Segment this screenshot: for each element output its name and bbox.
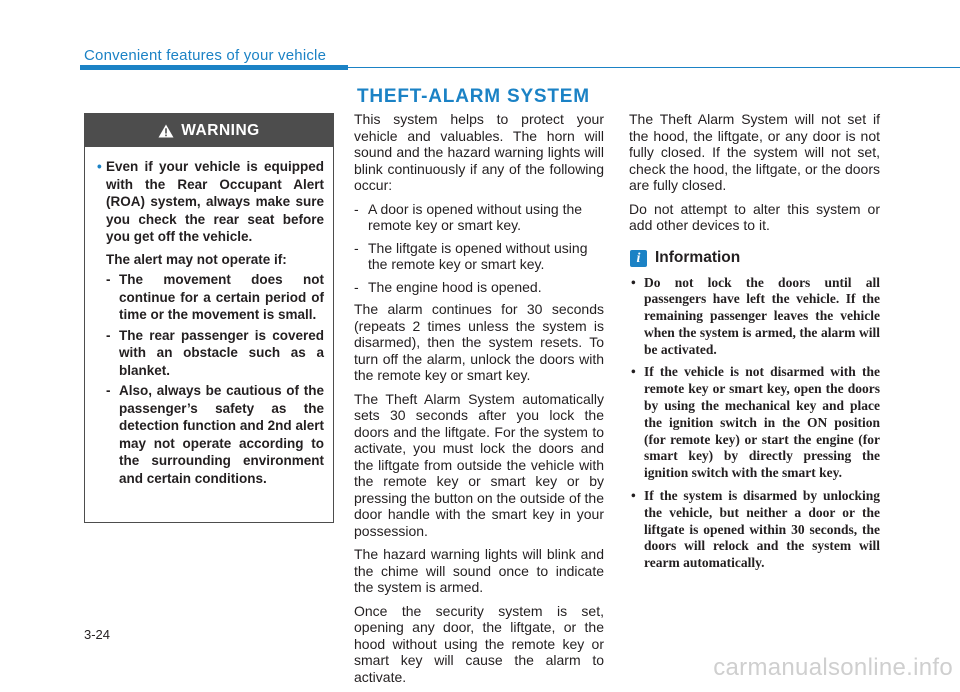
right-column	[629, 111, 880, 578]
header-rule	[80, 65, 348, 70]
warning-item: - The movement does not continue for a certain period of time or the movement is small.	[106, 272, 324, 322]
trigger-text: The liftgate is opened without using the remote key or smart key.	[368, 239, 588, 272]
warning-item-text: The movement does not continue for a certain period of time or the movement is small.	[119, 272, 324, 322]
header-rule-thin	[348, 67, 960, 68]
warning-triangle-icon	[158, 124, 174, 138]
warning-item-text: Also, always be cautious of the passenger’s safety as the detection function and 2nd alert may not operate according to the surrounding environment and certain conditions.	[119, 383, 324, 486]
information-item: • If the system is disarmed by unlocking the vehicle, but neither a door or the liftgate is opened within 30 seconds, the doors will relock and the system will rearm automatically.	[631, 488, 880, 571]
information-title: Information	[655, 248, 741, 266]
hazard-paragraph: The hazard warning lights will blink and the chime will sound once to indicate the system is armed.	[354, 546, 604, 595]
warning-title: WARNING	[181, 121, 260, 139]
trigger-item: - A door is opened without using the remote key or smart key.	[354, 201, 604, 234]
warning-subhead: The alert may not operate if:	[106, 251, 287, 267]
trigger-text: A door is opened without using the remote key or smart key.	[368, 200, 583, 233]
alarm-paragraph: The alarm continues for 30 seconds (repeats 2 times unless the system is disarmed), then the system resets. To turn off the alarm, unlock the doors with the remote key or smart key.	[354, 301, 604, 383]
watermark: carmanualsonline.info	[713, 654, 953, 681]
warning-bullet-text: Even if your vehicle is equipped with the Rear Occupant Alert (ROA) system, always make sure you check the rear seat before you get off the vehicle.	[106, 159, 324, 244]
bullet-dot-icon: •	[97, 159, 102, 174]
activate-paragraph: The Theft Alarm System automatically sets 30 seconds after you lock the doors and the liftgate. For the system to activate, you must lock the doors and the liftgate from outside the vehicle with the remote key or smart key or by pressing the button on the outside of the door handle with the smart key in your possession.	[354, 390, 604, 539]
trigger-item: - The engine hood is opened.	[354, 278, 542, 295]
information-item: • Do not lock the doors until all passengers have left the vehicle. If the remaining passenger leaves the vehicle when the system is armed, the alarm will be activated.	[631, 274, 880, 357]
intro-paragraph: This system helps to protect your vehicle and valuables. The horn will sound and the hazard warning lights will blink continuously if any of the following occur:	[354, 111, 604, 193]
warning-item-text: The rear passenger is covered with an obstacle such as a blanket.	[119, 327, 324, 378]
warning-item: - Also, always be cautious of the passenger’s safety as the detection function and 2nd alert may not operate according to the surrounding environment and certain conditions.	[106, 383, 324, 486]
trigger-item: - The liftgate is opened without using the remote key or smart key.	[354, 240, 604, 273]
information-list	[629, 275, 880, 573]
warning-body	[85, 147, 333, 487]
warning-item: - The rear passenger is covered with an obstacle such as a blanket.	[106, 327, 324, 378]
set-paragraph: Once the security system is set, opening any door, the liftgate, or the hood without using the remote key or smart key will cause the alarm to activate.	[354, 602, 604, 685]
information-heading	[630, 250, 880, 267]
page-number: 3-24	[84, 627, 111, 642]
warning-header	[85, 114, 333, 147]
section-title: Convenient features of your vehicle	[84, 47, 327, 64]
warning-bullet	[97, 158, 324, 246]
alter-paragraph: Do not attempt to alter this system or add other devices to it.	[629, 200, 880, 233]
trigger-text: The engine hood is opened.	[368, 278, 542, 295]
not-set-paragraph: The Theft Alarm System will not set if the hood, the liftgate, or any door is not fully closed. If the system will not set, check the hood, the liftgate, or the doors are fully closed.	[629, 111, 880, 193]
information-item-text: Do not lock the doors until all passengers have left the vehicle. If the remaining passenger leaves the vehicle when the system is armed, the alarm will be activated.	[644, 274, 880, 357]
page-title: THEFT-ALARM SYSTEM	[357, 86, 590, 107]
information-item-text: If the system is disarmed by unlocking the vehicle, but neither a door or the liftgate is opened within 30 seconds, the doors will relock and the system will rearm automatically.	[644, 488, 880, 571]
warning-box	[84, 113, 334, 523]
main-column	[354, 111, 604, 692]
information-icon: i	[630, 250, 647, 267]
information-item-text: If the vehicle is not disarmed with the remote key or smart key, open the doors by using the mechanical key and place the ignition switch in the ON position (for remote key) or start the engine (for smart key) by directly pressing the ignition switch with the smart key.	[644, 364, 880, 481]
information-item: • If the vehicle is not disarmed with the remote key or smart key, open the doors by using the mechanical key and place the ignition switch in the ON position (for remote key) or start the engine (for smart key) by directly pressing the ignition switch with the smart key.	[631, 364, 880, 481]
